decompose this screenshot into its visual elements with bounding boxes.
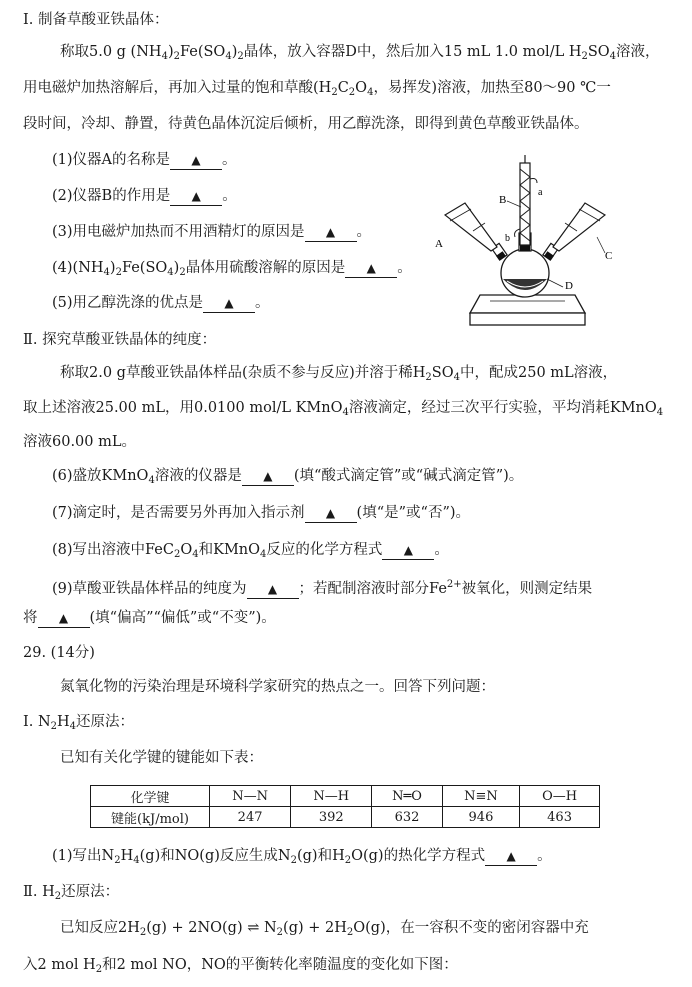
answer-blank[interactable]: ▲ [247,580,299,599]
dropping-funnel-right [553,203,605,251]
answer-blank[interactable]: ▲ [382,541,434,560]
label-b: b [505,233,510,244]
section-1-para-2: 用电磁炉加热溶解后，再加入过量的饱和草酸($H_2C_2O_4$，易挥发)溶液，加热至80～90 ℃一 [23,80,611,98]
question-8: (8)写出溶液中$FeC_2O_4$和KMnO$_4$反应的化学方程式 ▲ 。 [52,542,449,560]
answer-blank[interactable]: ▲ [203,294,255,313]
answer-blank[interactable]: ▲ [305,223,357,242]
section-2-para-3: 溶液60.00 mL。 [23,434,136,450]
table-cell: 463 [520,807,600,828]
table-header-cell: N≡N [442,786,519,807]
condenser-tube [515,155,537,245]
section-1-title: Ⅰ. 制备草酸亚铁晶体： [23,12,169,28]
question-5: (5)用乙醇洗涤的优点是 ▲ 。 [52,295,270,311]
question-6: (6)盛放KMnO$_4$溶液的仪器是 ▲ (填“酸式滴定管”或“碱式滴定管”)。 [52,468,524,486]
table-header-cell: 化学键 [91,786,210,807]
dropping-funnel-left [445,203,497,251]
table-cell: 247 [210,807,291,828]
table-row [91,786,600,807]
label-a: a [538,187,543,198]
question-9: (9)草酸亚铁晶体样品的纯度为 ▲ ；若配制溶液时部分$Fe^{2+}$被氧化，则测定结果 [52,579,593,597]
answer-blank[interactable]: ▲ [170,187,222,206]
q29-question-1: (1)写出$N_2H_4(g)$和NO(g)反应生成$N_2(g)$和$H_2O(g)$的热化学方程式 ▲ 。 [52,848,552,866]
answer-blank[interactable]: ▲ [305,504,357,523]
section-2-para-1: 称取2.0 g草酸亚铁晶体样品(杂质不参与反应)并溶于稀$H_2SO_4$中，配成250 mL溶液， [60,365,618,383]
table-cell: 392 [291,807,372,828]
label-B: B [499,194,507,206]
answer-blank[interactable]: ▲ [170,151,222,170]
table-cell: 键能(kJ/mol) [91,807,210,828]
hot-plate [470,295,585,325]
q29-section-2-title: Ⅱ. $H_2$还原法： [23,884,120,902]
q29-known-text: 已知有关化学键的键能如下表： [60,750,263,766]
question-7: (7)滴定时，是否需要另外再加入指示剂 ▲ (填“是”或“否”)。 [52,505,471,521]
q29-section-2-para-1: 已知反应$2H_2(g) + 2NO(g)$ ⇌ $N_2(g) + 2H_2O(g)$，在一容积不变的密闭容器中充 [60,920,589,938]
q29-section-1-title: Ⅰ. $N_2H_4$还原法： [23,714,135,732]
answer-blank[interactable]: ▲ [38,609,90,628]
answer-blank[interactable]: ▲ [485,847,537,866]
table-header-cell: N—H [291,786,372,807]
table-header-cell: N═O [372,786,442,807]
question-29-intro: 氮氧化物的污染治理是环境科学家研究的热点之一。回答下列问题： [60,679,495,695]
label-C: C [605,250,613,262]
question-1: (1)仪器A的名称是 ▲ 。 [52,152,237,168]
bond-energy-table [90,785,600,828]
table-cell: 946 [442,807,519,828]
question-3: (3)用电磁炉加热而不用酒精灯的原因是 ▲ 。 [52,224,372,240]
q29-section-2-para-2: 入2 mol $H_2$和2 mol NO，NO的平衡转化率随温度的变化如下图： [23,957,458,975]
table-row [91,807,600,828]
label-A: A [435,238,443,250]
question-4: $(4)(NH_4)_2Fe(SO_4)_2$晶体用硫酸溶解的原因是 ▲ 。 [52,260,412,278]
answer-blank[interactable]: ▲ [242,467,294,486]
section-1-para-1: 称取5.0 g $(NH_4)_2Fe(SO_4)_2$晶体，放入容器D中，然后加入15 mL 1.0 mol/L $H_2SO_4$溶液， [60,44,660,62]
question-9-continued: 将 ▲ (填“偏高”“偏低”或“不变”)。 [23,610,276,626]
apparatus-diagram [425,155,675,335]
question-2: (2)仪器B的作用是 ▲ 。 [52,188,237,204]
label-D: D [565,280,573,292]
table-header-cell: O—H [520,786,600,807]
question-29-header: 29. (14分) [23,645,95,661]
table-cell: 632 [372,807,442,828]
section-2-title: Ⅱ. 探究草酸亚铁晶体的纯度： [23,332,217,348]
section-1-para-3: 段时间，冷却、静置，待黄色晶体沉淀后倾析，用乙醇洗涤，即得到黄色草酸亚铁晶体。 [23,116,589,132]
table-header-cell: N—N [210,786,291,807]
answer-blank[interactable]: ▲ [345,259,397,278]
section-2-para-2: 取上述溶液25.00 mL，用0.0100 mol/L KMnO$_4$溶液滴定，经过三次平行实验，平均消耗KMnO$_4$ [23,400,664,418]
